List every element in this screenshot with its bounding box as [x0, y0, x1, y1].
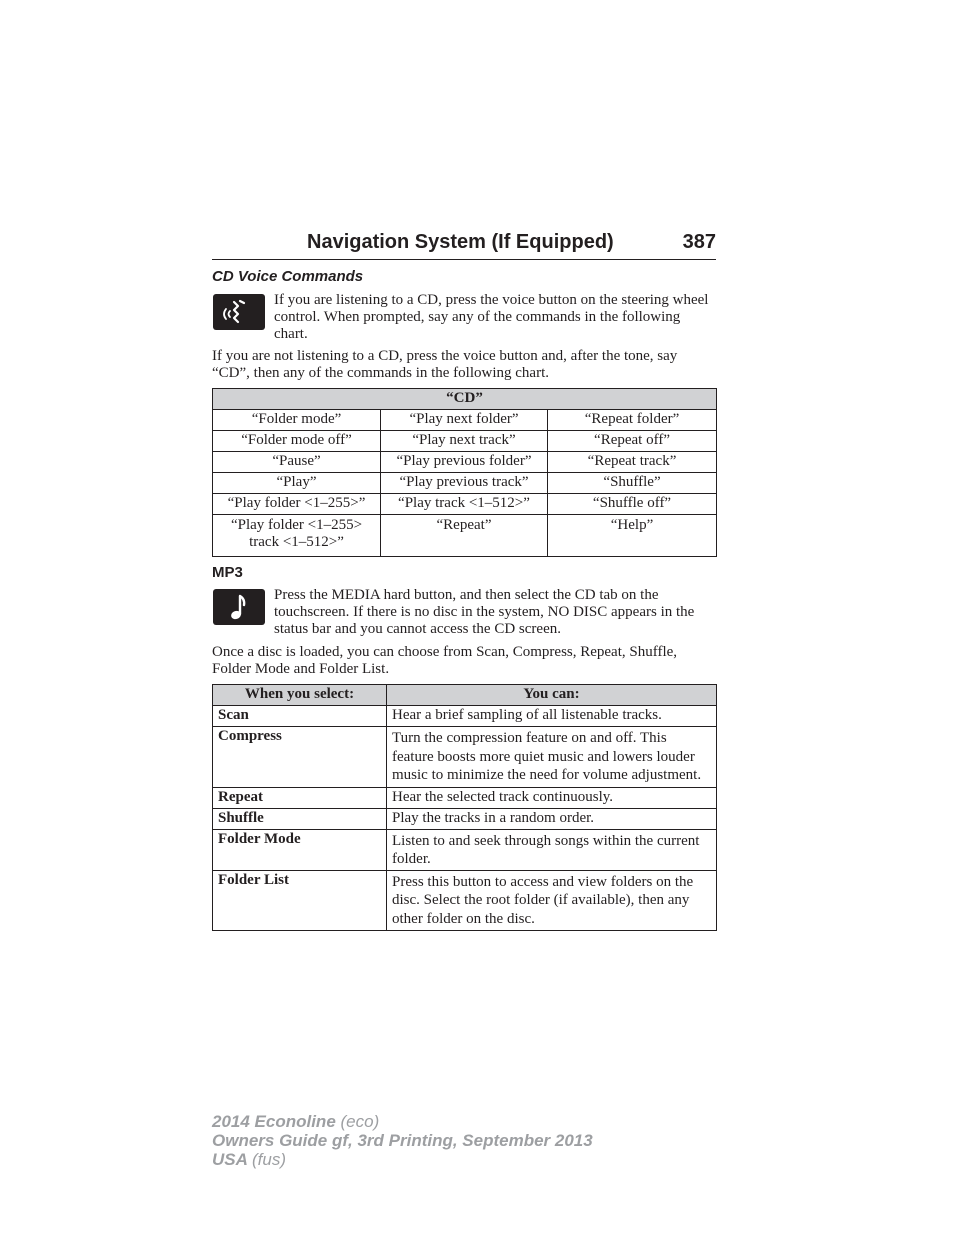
command-cell: “Shuffle” [548, 473, 717, 494]
option-term: Repeat [213, 787, 387, 808]
mp3-intro-paragraph: Press the MEDIA hard button, and then select the CD tab on the touchscreen. If there is no disc in the system, NO DISC appears in the status bar and you cannot access the CD screen. [274, 587, 695, 637]
voice-command-icon [213, 294, 265, 330]
command-cell: “Folder mode” [213, 410, 381, 431]
option-term: Shuffle [213, 808, 387, 829]
footer-guide-line: Owners Guide gf, 3rd Printing, September 2013 [212, 1131, 593, 1150]
table-row [213, 727, 717, 788]
table-row [213, 494, 717, 515]
option-description: Play the tracks in a random order. [387, 808, 717, 829]
option-description: Hear a brief sampling of all listenable tracks. [387, 706, 717, 727]
command-cell: “Play next track” [381, 431, 548, 452]
option-term: Folder Mode [213, 829, 387, 870]
cd-voice-commands-heading: CD Voice Commands [212, 268, 364, 285]
command-cell: “Repeat” [381, 515, 548, 557]
table-row [213, 410, 717, 431]
command-cell: “Repeat off” [548, 431, 717, 452]
command-cell: “Help” [548, 515, 717, 557]
command-cell: “Play folder <1–255>” [213, 494, 381, 515]
command-cell: “Folder mode off” [213, 431, 381, 452]
music-note-icon [213, 589, 265, 625]
table-row [213, 706, 717, 727]
option-description: Press this button to access and view folders on the disc. Select the root folder (if available), then any other folder on the disc. [387, 870, 717, 931]
footer-region-code: (fus) [252, 1150, 286, 1169]
mp3-options-paragraph: Once a disc is loaded, you can choose from Scan, Compress, Repeat, Shuffle, Folder Mode and Folder List. [212, 644, 678, 677]
table-row [213, 473, 717, 494]
footer-model-line [212, 1112, 712, 1131]
footer-model: 2014 Econoline [212, 1112, 336, 1131]
column-header-you-can: You can: [387, 685, 717, 706]
cd-table-header: “CD” [213, 389, 717, 410]
command-cell: “Pause” [213, 452, 381, 473]
footer-region-line [212, 1150, 712, 1169]
option-description: Turn the compression feature on and off. This feature boosts more quiet music and lowers louder music to minimize the need for volume adjustment. [387, 727, 717, 788]
footer-region: USA [212, 1150, 248, 1169]
footer-model-code: (eco) [340, 1112, 380, 1131]
page-footer [212, 1112, 712, 1169]
page-number: 387 [682, 231, 716, 253]
command-cell: “Play folder <1–255> track <1–512>” [213, 515, 381, 557]
page-header-title: Navigation System (If Equipped) [307, 231, 614, 253]
table-row [213, 829, 717, 870]
table-row [213, 870, 717, 931]
command-cell: “Play previous track” [381, 473, 548, 494]
command-cell: “Repeat folder” [548, 410, 717, 431]
option-description: Listen to and seek through songs within the current folder. [387, 829, 717, 870]
option-term: Scan [213, 706, 387, 727]
mp3-options-table [212, 684, 717, 931]
mp3-heading: MP3 [212, 564, 243, 581]
table-row [213, 515, 717, 557]
option-term: Folder List [213, 870, 387, 931]
table-row [213, 431, 717, 452]
command-cell: “Repeat track” [548, 452, 717, 473]
table-row [213, 787, 717, 808]
command-cell: “Play next folder” [381, 410, 548, 431]
table-row [213, 808, 717, 829]
option-term: Compress [213, 727, 387, 788]
cd-intro-paragraph: If you are listening to a CD, press the voice button on the steering wheel control. When prompted, say any of the commands in the following chart. [274, 292, 709, 342]
command-cell: “Play previous folder” [381, 452, 548, 473]
table-row [213, 452, 717, 473]
command-cell: “Shuffle off” [548, 494, 717, 515]
cd-instructions-paragraph: If you are not listening to a CD, press the voice button and, after the tone, say “CD”, then any of the commands in the following chart. [212, 348, 678, 381]
command-cell: “Play track <1–512>” [381, 494, 548, 515]
option-description: Hear the selected track continuously. [387, 787, 717, 808]
command-cell: “Play” [213, 473, 381, 494]
cd-commands-table [212, 388, 717, 557]
header-divider [212, 259, 716, 260]
column-header-when-you-select: When you select: [213, 685, 387, 706]
